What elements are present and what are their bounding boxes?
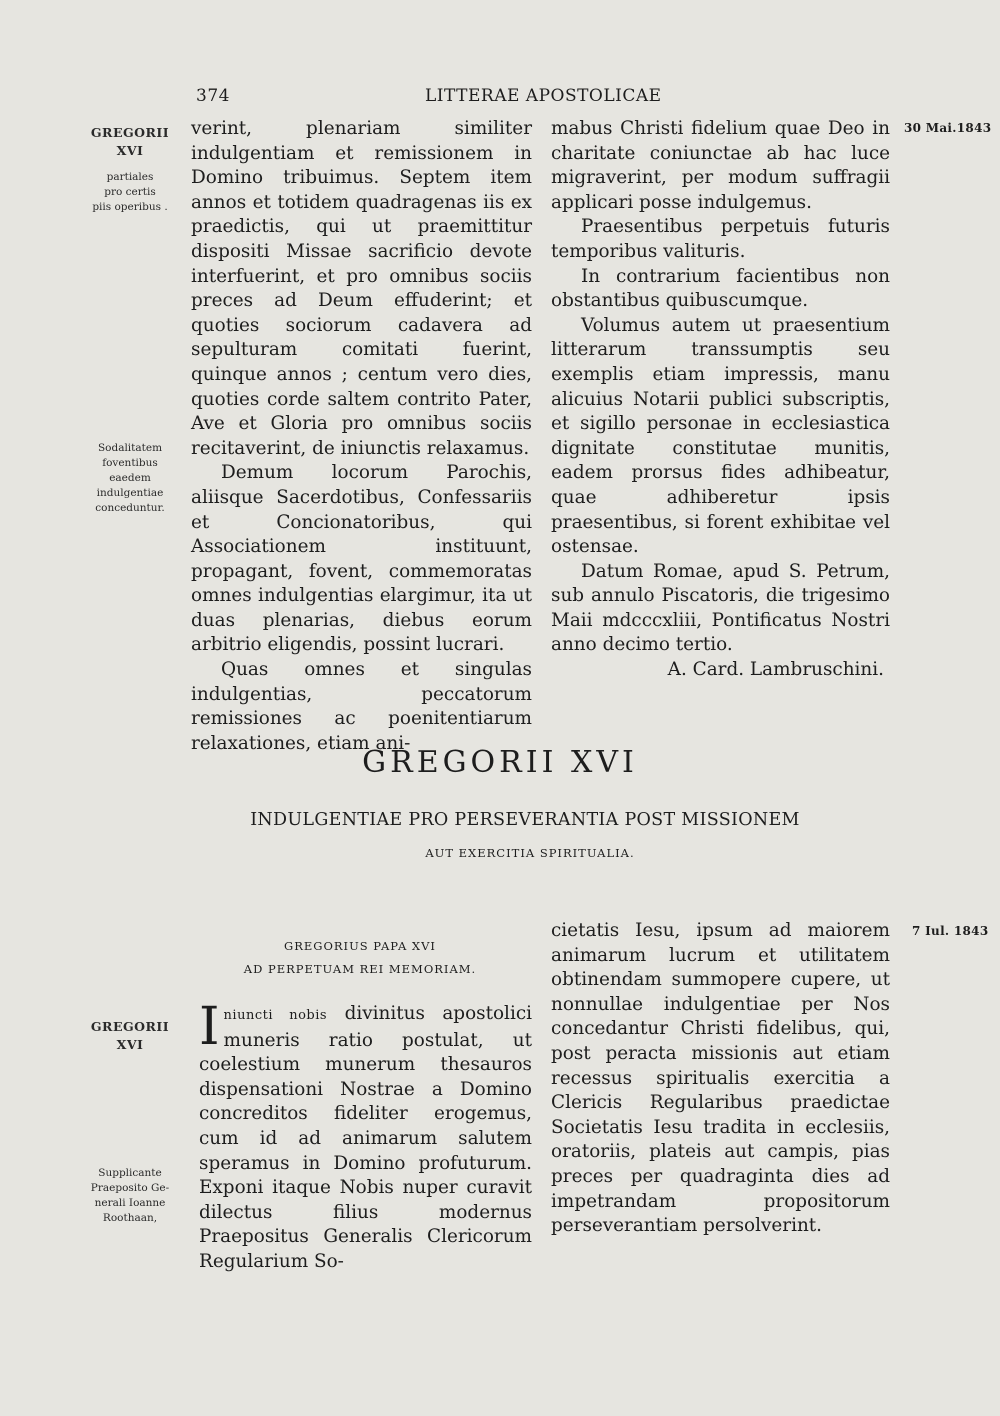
margin-note-line: conceduntur. (95, 502, 165, 514)
margin-note-line: indulgentiae (96, 487, 164, 499)
running-title: LITTERAE APOSTOLICAE (425, 86, 662, 106)
margin-subtitle: XVI (116, 1037, 144, 1052)
upper-left-column (191, 117, 532, 756)
margin-note-4 (78, 1166, 182, 1226)
paragraph: Praesentibus perpetuis futuris temporibus valituris. (551, 216, 890, 262)
paragraph: mabus Christi fidelium quae Deo in charitate coniunctae ab hac luce migraverint, per modum suffragii applicari posse indulgemus. (551, 118, 890, 213)
lower-right-column (551, 919, 890, 1239)
small-caps-opening: niuncti nobis (223, 1008, 328, 1023)
margin-note-line: foventibus (102, 457, 158, 469)
document-title: GREGORII XVI (362, 745, 638, 780)
paragraph: cietatis Iesu, ipsum ad maiorem animarum lucrum et utilitatem obtinendam summopere cupere, ut nonnullae indulgentiae per Nos concedantur Christi fidelibus, qui, post peracta missionis aut etiam recessus spiritualis exercitia a Clericis Regularibus praedictae Societatis Iesu tradita in ecclesiis, oratoriis, plateis aut campis, pias preces per quadraginta dies ad impetrandam propositorum perseverantiam persolverint. (551, 920, 890, 1237)
margin-note-line: Supplicante (98, 1167, 162, 1179)
margin-note-2 (80, 441, 180, 516)
margin-note-line: piis operibus . (92, 201, 168, 213)
paragraph (199, 997, 533, 1275)
margin-note-1 (80, 124, 180, 215)
margin-note-line: Praeposito Ge- (90, 1182, 170, 1194)
lower-left-column (199, 997, 533, 1275)
margin-note-line: Sodalitatem (97, 442, 163, 454)
signature: A. Card. Lambruschini. (667, 659, 884, 681)
document-subtitle: INDULGENTIAE PRO PERSEVERANTIA POST MISSIONEM (250, 810, 800, 830)
paragraph: Demum locorum Parochis, aliisque Sacerdotibus, Confessariis et Concionatoribus, qui Associationem instituunt, propagant, fovent, commemoratas omnes indulgentias elargimur, ita ut duas plenarias, diebus eorum arbitrio eligendis, possint lucrari. (191, 462, 532, 656)
margin-note-3 (80, 1018, 180, 1054)
upper-right-column (551, 117, 890, 683)
margin-date: 7 Iul. 1843 (912, 924, 989, 938)
document-subtitle-2: AUT EXERCITIA SPIRITUALIA. (425, 846, 635, 860)
paragraph: verint, plenariam similiter indulgentiam et remissionem in Domino tribuimus. Septem item annos et totidem quadragenas iis ex praedictis, qui ut praemittitur dispositi Missae sacrificio devote interfuerint, et pro omnibus sociis preces ad Deum effuderint; et quoties sociorum cadavera ad sepulturam comitati fuerint, quinque annos ; centum vero dies, quoties corde saltem contrito Pater, Ave et Gloria pro omnibus sociis recitaverint, de iniunctis relaxamus. (191, 118, 532, 459)
margin-subtitle: XVI (116, 143, 144, 158)
margin-date: 30 Mai.1843 (904, 121, 992, 135)
paragraph: Volumus autem ut praesentium litterarum transsumptis seu exemplis etiam impressis, manu alicuius Notarii publici subscriptis, et sigillo personae in ecclesiastica dignitate constitutae munitis, eadem prorsus fides adhibeatur, quae adhiberetur ipsis praesentibus, si forent exhibitae vel ostensae. (551, 314, 890, 558)
margin-note-line: eaedem (109, 472, 151, 484)
margin-title: GREGORII (90, 1019, 170, 1034)
paragraph: Datum Romae, apud S. Petrum, sub annulo Piscatoris, die trigesimo Maii mdcccxliii, Pontificatus Nostri anno decimo tertio. (551, 560, 890, 656)
paragraph: In contrarium facientibus non obstantibus quibuscumque. (551, 265, 890, 312)
drop-cap: I (199, 997, 220, 1057)
paragraph-text: divinitus apostolici muneris ratio postulat, ut coelestium munerum thesauros dispensationi Nostrae a Domino concreditos fideliter erogemus, cum id ad animarum salutem speramus in Domino profuturum. Exponi itaque Nobis nuper curavit dilectus filius modernus Praepositus Generalis Clericorum Regularium So- (199, 1003, 533, 1272)
greeting-line-2: AD PERPETUAM REI MEMORIAM. (243, 962, 477, 976)
margin-note-line: nerali Ioanne (94, 1197, 166, 1209)
margin-note-line: Roothaan, (102, 1212, 158, 1224)
greeting-line-1: GREGORIUS PAPA XVI (284, 939, 436, 953)
margin-note-line: partiales (106, 171, 154, 183)
page-number: 374 (196, 86, 230, 106)
margin-note-line: pro certis (104, 186, 156, 198)
paragraph: Quas omnes et singulas indulgentias, peccatorum remissiones ac poenitentiarum relaxationes, etiam ani- (191, 659, 532, 754)
margin-title: GREGORII (90, 125, 170, 140)
